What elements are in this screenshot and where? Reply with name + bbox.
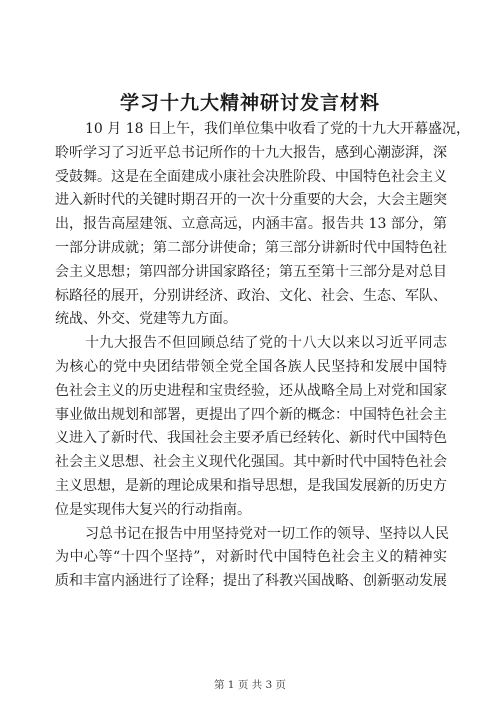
paragraph-line: 受鼓舞。这是在全面建成小康社会决胜阶段、中国特色社会主义: [55, 168, 447, 185]
paragraph-line: 十九大报告不但回顾总结了党的十八大以来以习近平同志: [85, 335, 447, 352]
paragraph-line: 事业做出规划和部署，更提出了四个新的概念：中国特色社会主: [55, 406, 447, 423]
paragraph-line: 一部分讲成就；第二部分讲使命；第三部分讲新时代中国特色社: [55, 239, 447, 256]
paragraph-line: 会主义思想；第四部分讲国家路径；第五至第十三部分是对总目: [55, 263, 447, 280]
paragraph-line: 10 月 18 日上午，我们单位集中收看了党的十九大开幕盛况，: [85, 121, 470, 137]
paragraph-line: 为中心等“十四个坚持”，对新时代中国特色社会主义的精神实: [55, 549, 447, 566]
paragraph-line: 进入新时代的关键时期召开的一次十分重要的大会，大会主题突: [55, 192, 447, 209]
paragraph-line: 社会主义思想、社会主义现代化强国。其中新时代中国特色社会: [55, 454, 447, 471]
paragraph-line: 统战、外交、党建等九方面。: [55, 311, 237, 328]
paragraph-line: 聆听学习了习近平总书记所作的十九大报告，感到心潮澎湃，深: [55, 144, 447, 161]
paragraph-line: 义进入了新时代、我国社会主要矛盾已经转化、新时代中国特色: [55, 430, 447, 447]
paragraph-1: [55, 118, 470, 332]
paragraph-line: 出，报告高屋建瓴、立意高远，内涵丰富。报告共 13 部分，第: [55, 216, 447, 233]
paragraph-line: 为核心的党中央团结带领全党全国各族人民坚持和发展中国特: [55, 358, 447, 375]
paragraph-line: 主义思想，是新的理论成果和指导思想，是我国发展新的历史方: [55, 477, 447, 494]
paragraph-line: 质和丰富内涵进行了诠释；提出了科教兴国战略、创新驱动发展: [55, 573, 447, 590]
document-title: 学习十九大精神研讨发言材料: [119, 92, 380, 114]
paragraph-line: 位是实现伟大复兴的行动指南。: [55, 501, 251, 518]
paragraph-line: 色社会主义的历史进程和宝贵经验，还从战略全局上对党和国家: [55, 382, 447, 399]
paragraph-line: 标路径的展开，分别讲经济、政治、文化、社会、生态、军队、: [55, 287, 447, 304]
paragraph-2: [55, 332, 447, 522]
document-body: [55, 118, 470, 594]
paragraph-3: [55, 523, 447, 594]
page-footer: 第 1 页 共 3 页: [213, 679, 287, 691]
paragraph-line: 习总书记在报告中用坚持党对一切工作的领导、坚持以人民: [85, 525, 449, 542]
